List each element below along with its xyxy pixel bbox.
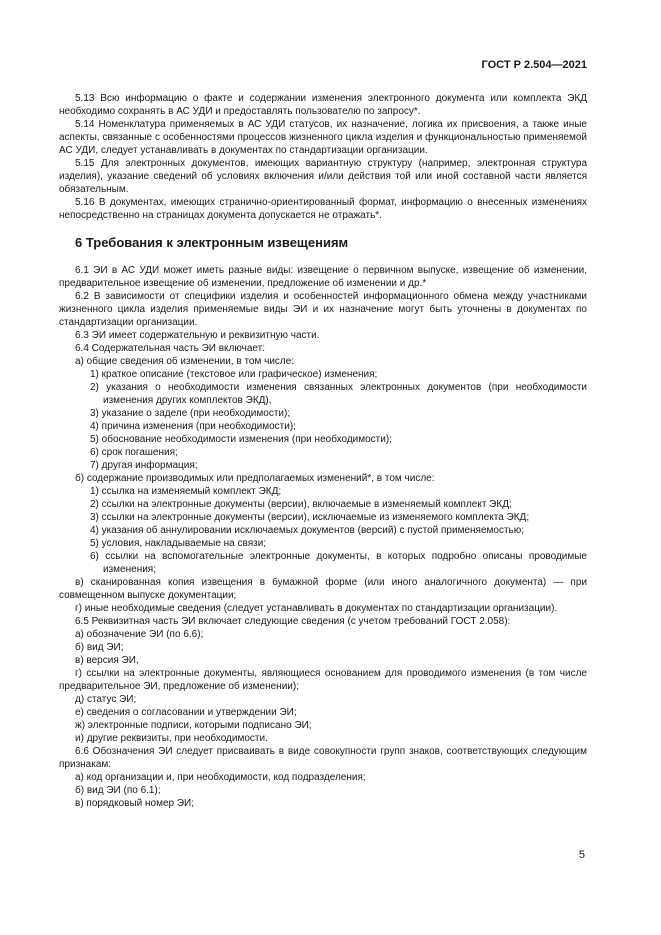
- list-item: б) вид ЭИ;: [75, 642, 124, 653]
- paragraph-5-15: 5.15 Для электронных документов, имеющих вариантную структуру (например, электронная структура изделия), указание сведений об условиях включения и/или действия той или иной составной части является обязательным.: [59, 158, 587, 195]
- list-item: 5) условия, накладываемые на связи;: [90, 538, 267, 549]
- list-item: а) обозначение ЭИ (по 6.6);: [75, 629, 204, 640]
- list-item: 2) ссылки на электронные документы (версии), включаемые в изменяемый комплект ЭКД;: [90, 499, 512, 510]
- list-item: 5) обоснование необходимости изменения (при необходимости);: [90, 434, 392, 445]
- list-item: 4) причина изменения (при необходимости);: [90, 421, 296, 432]
- list-item: в) версия ЭИ,: [75, 655, 139, 666]
- paragraph-5-16: 5.16 В документах, имеющих странично-ориентированный формат, информацию о внесенных изменениях непосредственно на страницах документа допускается не отражать*.: [59, 197, 587, 221]
- paragraph-6-1: 6.1 ЭИ в АС УДИ может иметь разные виды: извещение о первичном выпуске, извещение об изменении, предварительное извещение об изменении, предложение об изменении и др.*: [59, 265, 587, 289]
- paragraph-5-14: 5.14 Номенклатура применяемых в АС УДИ статусов, их назначение, логика их присвоения, а также иные аспекты, связанные с особенностями процессов жизненного цикла изделия и функциональностью применяемой АС УДИ, следует устанавливать в документах по стандартизации организации.: [59, 119, 587, 156]
- document-header: ГОСТ Р 2.504—2021: [481, 59, 587, 71]
- list-item: 4) указания об аннулировании исключаемых документов (версий) с пустой применяемостью;: [90, 525, 525, 536]
- list-item: а) общие сведения об изменении, в том числе:: [75, 356, 295, 367]
- list-item: 6) ссылки на вспомогательные электронные документы, в которых подробно описаны проводимые изменения;: [90, 551, 587, 575]
- list-item: г) ссылки на электронные документы, являющиеся основанием для проводимого изменения (в том числе предварительное ЭИ, предложение об изменении);: [59, 668, 587, 692]
- list-item: 1) ссылка на изменяемый комплект ЭКД;: [90, 486, 282, 497]
- list-item: б) содержание производимых или предполагаемых изменений*, в том числе:: [75, 473, 435, 484]
- list-item: 7) другая информация;: [90, 460, 198, 471]
- list-item: в) сканированная копия извещения в бумажной форме (или иного аналогичного документа) — при совмещенном выпуске документации;: [59, 577, 587, 601]
- list-item: а) код организации и, при необходимости, код подразделения;: [75, 772, 366, 783]
- list-item: 3) ссылки на электронные документы (версии), исключаемые из изменяемого комплекта ЭКД;: [90, 512, 530, 523]
- list-item: е) сведения о согласовании и утверждении ЭИ;: [75, 707, 297, 718]
- list-item: в) порядковый номер ЭИ;: [75, 798, 195, 809]
- document-body: [59, 92, 587, 810]
- paragraph-6-6: 6.6 Обозначения ЭИ следует присваивать в виде совокупности групп знаков, соответствующих следующим признакам:: [59, 746, 587, 770]
- list-item: д) статус ЭИ;: [75, 694, 137, 705]
- list-item: 1) краткое описание (текстовое или графическое) изменения;: [90, 369, 378, 380]
- list-item: 6) срок погашения;: [90, 447, 178, 458]
- list-item: и) другие реквизиты, при необходимости.: [75, 733, 268, 744]
- list-item: б) вид ЭИ (по 6.1);: [75, 785, 161, 796]
- list-item: г) иные необходимые сведения (следует устанавливать в документах по стандартизации организации).: [75, 603, 558, 614]
- paragraph-6-4: 6.4 Содержательная часть ЭИ включает:: [75, 343, 266, 354]
- paragraph-5-13: 5.13 Всю информацию о факте и содержании изменения электронного документа или комплекта ЭКД необходимо сохранять в АС УДИ и предоставлять пользователю по запросу*.: [59, 93, 587, 117]
- list-item: 3) указание о заделе (при необходимости);: [90, 408, 291, 419]
- paragraph-6-3: 6.3 ЭИ имеет содержательную и реквизитную части.: [75, 330, 320, 341]
- list-item: ж) электронные подписи, которыми подписано ЭИ;: [75, 720, 312, 731]
- list-item: 2) указания о необходимости изменения связанных электронных документов (при необходимости изменения других комплектов ЭКД),: [90, 382, 587, 406]
- paragraph-6-2: 6.2 В зависимости от специфики изделия и особенностей информационного обмена между участниками жизненного цикла изделия применяемые виды ЭИ и их назначение могут быть уточнены в документах по стандартизации организации.: [59, 291, 587, 328]
- page-number: 5: [578, 849, 585, 861]
- section-title: 6 Требования к электронным извещениям: [75, 235, 349, 250]
- paragraph-6-5: 6.5 Реквизитная часть ЭИ включает следующие сведения (с учетом требований ГОСТ 2.058):: [75, 616, 511, 627]
